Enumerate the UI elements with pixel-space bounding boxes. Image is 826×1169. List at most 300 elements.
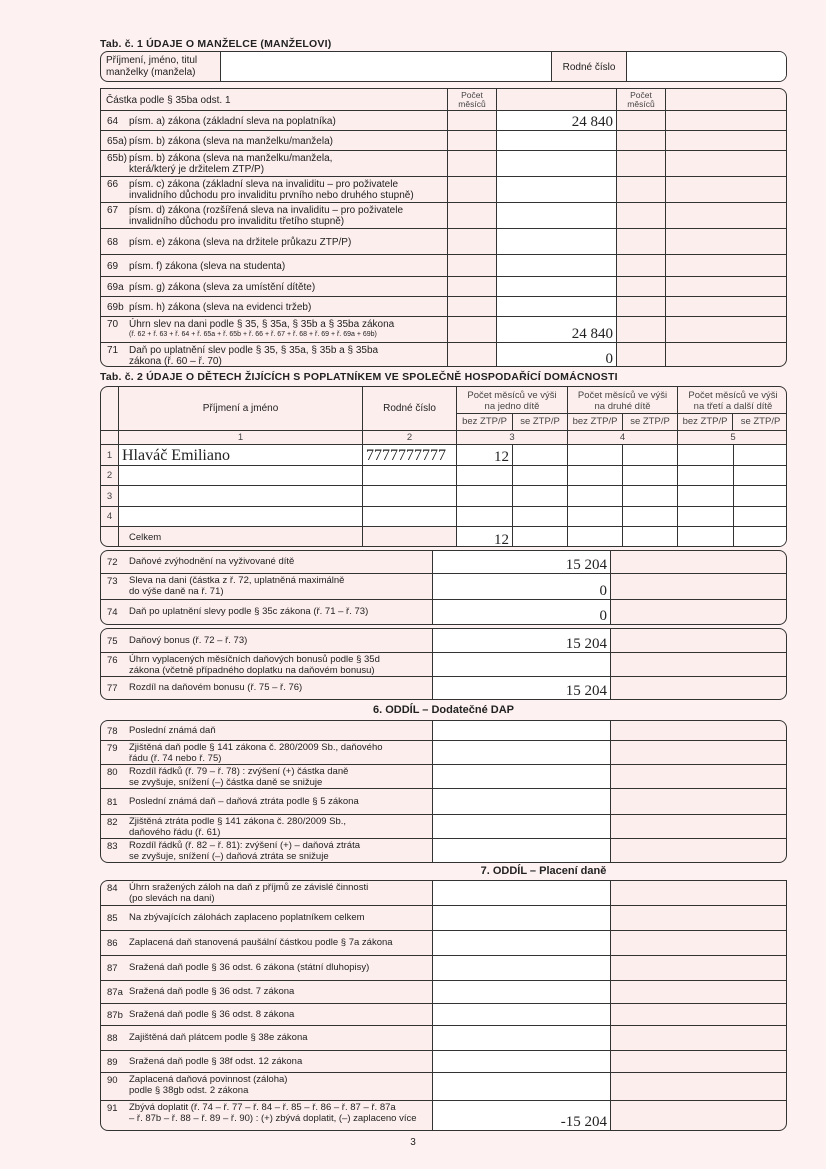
amount-field[interactable] [497,343,617,367]
row-description-line2: – ř. 87b – ř. 88 – ř. 89 – ř. 90) : (+) zbývá doplatit, (–) zaplaceno více [129,1112,417,1124]
row-description-line1: Zjištěná daň podle § 141 zákona č. 280/2009 Sb., daňového [129,742,383,753]
row-number: 82 [107,817,118,828]
months-field[interactable] [457,445,513,466]
column-number: 1 [119,431,363,445]
months-field[interactable] [457,466,513,486]
months-field[interactable] [734,507,787,527]
months-field[interactable] [448,151,497,177]
row-label [101,600,433,624]
row-number: 65b) [107,153,128,164]
months-header-1 [448,89,497,111]
child-name-field[interactable] [119,486,363,507]
child-birth-number-field[interactable] [363,507,457,527]
amount-field[interactable] [433,1101,611,1130]
months-field[interactable] [617,203,666,229]
row-label [101,815,433,839]
months-field[interactable] [457,507,513,527]
birth-number-label-text: Rodné číslo [562,62,616,73]
row-label [101,677,433,699]
tab2-idx-header [101,387,119,431]
spouse-name-input[interactable] [221,52,552,82]
amount-field[interactable] [497,277,617,297]
amount-field[interactable] [433,677,611,699]
row-number: 65a) [107,135,128,147]
row-label [101,981,433,1004]
months-field[interactable] [448,277,497,297]
total-months-cell [623,527,678,547]
row-number: 88 [107,1033,118,1044]
tab1-row-label [101,177,448,203]
row-description-line1: Daňový bonus (ř. 72 – ř. 73) [129,634,248,646]
row-description-line1: písm. c) zákona (základní sleva na invaliditu – pro poživatele [129,179,399,190]
tab1-row-label [101,151,448,177]
row-number: 87a [107,987,123,998]
row-description [129,655,428,676]
months-group-line2: na druhé dítě [594,401,651,412]
amount-value: -15 204 [560,1114,607,1130]
months-field[interactable] [734,466,787,486]
months-group-line1: Počet měsíců ve výši [577,390,668,401]
amount-field-2[interactable] [611,1101,787,1130]
row-description-line1: písm. h) zákona (sleva na evidenci tržeb) [129,301,312,313]
row-number: 68 [107,236,119,248]
amount-field[interactable] [433,741,611,765]
row-description [129,987,428,998]
months-group-header [678,387,787,414]
row-description-line1: písm. f) zákona (sleva na studenta) [129,260,286,272]
months-field[interactable] [617,177,666,203]
months-field[interactable] [513,445,568,466]
child-row-index: 4 [101,507,119,527]
months-field[interactable] [448,203,497,229]
months-group-line2: na třetí a další dítě [693,401,773,412]
row-description-line1: Sražená daň podle § 36 odst. 8 zákona [129,1008,295,1020]
total-months-cell [457,527,513,547]
months-field[interactable] [448,177,497,203]
amount-value: 15 204 [565,557,607,573]
months-header-2 [617,89,666,111]
child-birth-number-field[interactable] [363,466,457,486]
amount-field-2[interactable] [611,574,787,600]
amount-field-2[interactable] [666,203,787,229]
page-number: 3 [410,1137,416,1148]
amount-field[interactable] [433,815,611,839]
row-label [101,956,433,981]
tab2-title: Tab. č. 2 ÚDAJE O DĚTECH ŽIJÍCÍCH S POPLATNÍKEM VE SPOLEČNĚ HOSPODAŘÍCÍ DOMÁCNOSTI [100,371,618,383]
amount-field[interactable] [433,881,611,906]
amount-field[interactable] [433,789,611,815]
row-description [129,282,443,293]
row-description [129,302,443,313]
months-group-header [568,387,678,414]
months-field[interactable] [568,486,623,507]
row-description-line2: zákona (ř. 60 – ř. 70) [129,356,222,367]
row-description [129,116,443,127]
amount-field[interactable] [497,177,617,203]
row-description-line2: do výše daně na ř. 71) [129,585,224,597]
sub-header-without-ztp: bez ZTP/P [678,414,733,431]
tab1-row-label [101,131,448,151]
row-label [101,906,433,931]
tab1-header-text: Částka podle § 35ba odst. 1 [106,95,231,106]
amount-field[interactable] [433,906,611,931]
amount-field[interactable] [433,574,611,600]
tab1-row-label [101,343,448,367]
amount-field-2[interactable] [666,255,787,277]
amount-field-2[interactable] [611,629,787,653]
amount-field-2[interactable] [611,741,787,765]
months-field[interactable] [734,486,787,507]
row-label [101,1004,433,1026]
row-label [101,1026,433,1051]
amount-field[interactable] [497,131,617,151]
months-group-line2: na jedno dítě [484,401,540,412]
amount-field-2[interactable] [611,600,787,624]
child-row-index: 2 [101,466,119,486]
tab2-name-header [119,387,363,431]
row-description-line2: řádu (ř. 74 nebo ř. 75) [129,752,222,764]
amount-field-2[interactable] [666,277,787,297]
amount-field[interactable] [433,765,611,789]
amount-field[interactable] [497,297,617,317]
amount-field-2[interactable] [611,981,787,1004]
spouse-birth-number-input[interactable] [627,52,787,82]
row-description-line1: Rozdíl řádků (ř. 82 – ř. 81): zvýšení (+) – daňová ztráta [129,840,361,851]
spouse-name-label [101,52,221,82]
row-number: 75 [107,635,118,647]
row-number: 69a [107,281,124,293]
row-description-line1: písm. g) zákona (sleva za umístění dítěte) [129,281,316,293]
additional-return-block [100,720,787,863]
amount-field[interactable] [497,111,617,131]
row-description [129,136,443,147]
months-field[interactable] [448,131,497,151]
row-description [129,636,428,647]
row-description [129,817,428,838]
months-field[interactable] [623,507,678,527]
spouse-name-label-line1: Příjmení, jméno, titul [106,55,198,66]
amount-value: 0 [605,351,613,367]
months-value: 12 [494,449,509,465]
months-field[interactable] [623,466,678,486]
child-birth-number-field[interactable] [363,486,457,507]
amount-field-2[interactable] [611,1004,787,1026]
tab2-rc-header-text: Rodné číslo [383,403,436,414]
amount-field-2[interactable] [611,677,787,699]
amount-field[interactable] [433,653,611,677]
row-description-line2: invalidního důchodu pro invaliditu prvního nebo druhého stupně) [129,190,414,201]
row-label [101,551,433,574]
row-number: 70 [107,319,119,330]
row-number: 79 [107,743,118,754]
amount-field[interactable] [433,600,611,624]
amount-field-2[interactable] [611,1073,787,1101]
child-row-index: 3 [101,486,119,507]
row-label [101,1073,433,1101]
months-field[interactable] [617,255,666,277]
row-number: 69 [107,260,119,272]
amount-value: 15 204 [565,683,607,699]
row-number: 84 [107,883,118,894]
row-description-line2: která/který je držitelem ZTP/P) [129,164,265,175]
row-description-line1: písm. e) zákona (sleva na držitele průkazu ZTP/P) [129,236,352,248]
months-field[interactable] [734,445,787,466]
row-label [101,741,433,765]
amount-field-2[interactable] [611,653,787,677]
row-number: 90 [107,1075,118,1086]
amount-field-2[interactable] [611,1026,787,1051]
row-description [129,963,428,974]
column-number: 2 [363,431,457,445]
row-label [101,1051,433,1073]
amount-field-2[interactable] [666,229,787,255]
amount-field[interactable] [433,1026,611,1051]
amount-field[interactable] [433,1073,611,1101]
amount-field-2[interactable] [611,721,787,741]
total-label-cell [119,527,363,547]
amount-field-2[interactable] [611,956,787,981]
amount-field-2[interactable] [611,765,787,789]
row-label [101,574,433,600]
row-description [129,205,443,227]
row-description [129,1103,428,1124]
row-description [129,683,428,694]
child-birth-number-field[interactable] [363,445,457,466]
children-table [100,386,787,547]
months-field[interactable] [568,507,623,527]
amount-field-2[interactable] [666,343,787,367]
row-number: 71 [107,345,119,356]
row-description [129,1075,428,1096]
row-description [129,883,428,904]
months-field[interactable] [568,466,623,486]
amount-field[interactable] [433,956,611,981]
months-field[interactable] [457,486,513,507]
row-number: 72 [107,557,118,568]
amount-field[interactable] [433,839,611,862]
amount-field-2[interactable] [611,551,787,574]
row-description-line1: Na zbývajících zálohách zaplaceno poplatníkem celkem [129,912,365,923]
months-field[interactable] [617,229,666,255]
amount-field-2[interactable] [611,881,787,906]
months-field[interactable] [513,486,568,507]
amount-field-2[interactable] [611,815,787,839]
row-description [129,607,428,618]
row-description [129,726,428,737]
months-field[interactable] [617,151,666,177]
row-description-line1: Poslední známá daň – daňová ztráta podle § 5 zákona [129,795,359,807]
child-name-field[interactable] [119,466,363,486]
amount-field[interactable] [433,551,611,574]
col-number-empty [101,431,119,445]
tab2-rc-header [363,387,457,431]
amount-field[interactable] [433,981,611,1004]
tab1-row-label [101,111,448,131]
row-number: 85 [107,913,118,924]
amount-field-2[interactable] [666,111,787,131]
amount-field[interactable] [497,317,617,343]
months-field[interactable] [617,297,666,317]
tax-credits-table [100,88,787,367]
row-number: 64 [107,115,119,127]
months-value: 12 [494,532,509,547]
row-description-line1: Úhrn slev na dani podle § 35, § 35a, § 35b a § 35ba zákona [129,319,395,330]
months-field[interactable] [678,507,734,527]
row-label [101,1101,433,1130]
tab1-row-label [101,317,448,343]
row-number: 81 [107,796,118,808]
months-field[interactable] [617,317,666,343]
row-description-line1: Zbývá doplatit (ř. 74 – ř. 77 – ř. 84 – ř. 85 – ř. 86 – ř. 87 – ř. 87a [129,1102,396,1113]
row-description [129,1033,428,1044]
months-field[interactable] [617,277,666,297]
months-field[interactable] [513,466,568,486]
months-field[interactable] [448,229,497,255]
months-field[interactable] [617,111,666,131]
months-field[interactable] [448,111,497,131]
months-field[interactable] [623,486,678,507]
tax-payment-block [100,880,787,1131]
row-description-line1: Zjištěná ztráta podle § 141 zákona č. 280/2009 Sb., [129,816,347,827]
row-label [101,881,433,906]
amount-field-2[interactable] [611,906,787,931]
amount-field[interactable] [433,931,611,956]
row-description-line1: písm. b) zákona (sleva na manželku/manžela) [129,135,333,147]
spouse-name-label-line2: manželky (manžela) [106,67,196,78]
amount-field-2[interactable] [666,177,787,203]
row-description [129,938,428,949]
row-label [101,721,433,741]
child-row-index: 1 [101,445,119,466]
total-months-cell [678,527,734,547]
spouse-info-box [100,51,787,82]
total-label: Celkem [129,532,162,543]
row-number: 87b [107,1009,123,1021]
row-label [101,931,433,956]
amount-field-2[interactable] [666,131,787,151]
months-field[interactable] [448,343,497,367]
row-description [129,841,428,862]
row-description [129,319,443,339]
row-description-line1: písm. d) zákona (rozšířená sleva na invaliditu – pro poživatele [129,205,404,216]
amount-header-1 [497,89,617,111]
months-field[interactable] [678,466,734,486]
row-description-line1: Sražená daň podle § 36 odst. 6 zákona (státní dluhopisy) [129,962,370,973]
months-field[interactable] [678,445,734,466]
row-number: 74 [107,606,118,618]
total-months-cell [513,527,568,547]
row-description [129,153,443,175]
row-description-line2: zákona (včetně případného doplatku na daňovém bonusu) [129,664,375,676]
months-group-line1: Počet měsíců ve výši [688,390,778,401]
months-field[interactable] [617,131,666,151]
row-description [129,767,428,788]
row-description [129,345,443,367]
child-row-index [101,527,119,547]
tab1-row-label [101,277,448,297]
amount-field[interactable] [433,721,611,741]
row-description-line1: Poslední známá daň [129,724,216,736]
amount-field-2[interactable] [666,151,787,177]
row-number: 80 [107,767,118,778]
months-field[interactable] [448,255,497,277]
amount-field[interactable] [497,151,617,177]
row-number: 89 [107,1056,118,1068]
amount-field-2[interactable] [666,317,787,343]
row-description [129,1010,428,1021]
row-description-line1: Rozdíl řádků (ř. 79 – ř. 78) : zvýšení (+) částka daně [129,766,349,777]
months-field[interactable] [513,507,568,527]
column-number: 4 [568,431,678,445]
row-description-line2: podle § 38gb odst. 2 zákona [129,1084,249,1096]
row-description-line1: Daň po uplatnění slev podle § 35, § 35a, § 35b a § 35ba [129,345,379,356]
row-description-line2: (po slevách na dani) [129,892,215,904]
row-description [129,261,443,272]
child-benefit-block [100,550,787,625]
row-description-line1: písm. b) zákona (sleva na manželku/manžela, [129,153,333,164]
tab2-name-header-text: Příjmení a jméno [202,403,279,414]
amount-value: 0 [599,608,607,624]
row-number: 67 [107,205,119,216]
months-field[interactable] [617,343,666,367]
row-description [129,797,428,808]
months-field[interactable] [623,445,678,466]
amount-field[interactable] [433,1004,611,1026]
months-group-line1: Počet měsíců ve výši [467,390,557,401]
row-description [129,743,428,764]
amount-field-2[interactable] [666,297,787,317]
child-name-field[interactable] [119,507,363,527]
months-field[interactable] [568,445,623,466]
months-field[interactable] [678,486,734,507]
months-field[interactable] [448,297,497,317]
amount-header-2 [666,89,787,111]
row-number: 66 [107,179,119,190]
row-number: 86 [107,938,118,949]
months-field[interactable] [448,317,497,343]
child-birth-number-value: 7777777777 [366,447,446,464]
row-label [101,839,433,862]
tab1-row-label [101,203,448,229]
total-rc-cell [363,527,457,547]
tab1-row-label [101,255,448,277]
row-label [101,789,433,815]
sub-header-without-ztp: bez ZTP/P [457,414,513,431]
row-label [101,653,433,677]
row-description [129,237,443,248]
row-description-line1: Daňové zvýhodnění na vyživované dítě [129,556,295,567]
amount-field-2[interactable] [611,1051,787,1073]
total-months-cell [568,527,623,547]
child-name-field[interactable] [119,445,363,466]
amount-field-2[interactable] [611,789,787,815]
row-description-line1: písm. a) zákona (základní sleva na poplatníka) [129,115,336,127]
tab1-title: Tab. č. 1 ÚDAJE O MANŽELCE (MANŽELOVI) [100,38,332,50]
section7-title: 7. ODDÍL – Placení daně [480,865,607,877]
months-header-1-line1: Počet [461,90,483,100]
amount-field[interactable] [497,203,617,229]
amount-value: 0 [599,583,607,599]
amount-field[interactable] [497,229,617,255]
amount-field-2[interactable] [611,931,787,956]
row-description [129,913,428,924]
amount-field[interactable] [433,629,611,653]
amount-field[interactable] [433,1051,611,1073]
sub-header-without-ztp: bez ZTP/P [568,414,623,431]
amount-field[interactable] [497,255,617,277]
sub-header-with-ztp: se ZTP/P [513,414,568,431]
amount-field-2[interactable] [611,839,787,862]
